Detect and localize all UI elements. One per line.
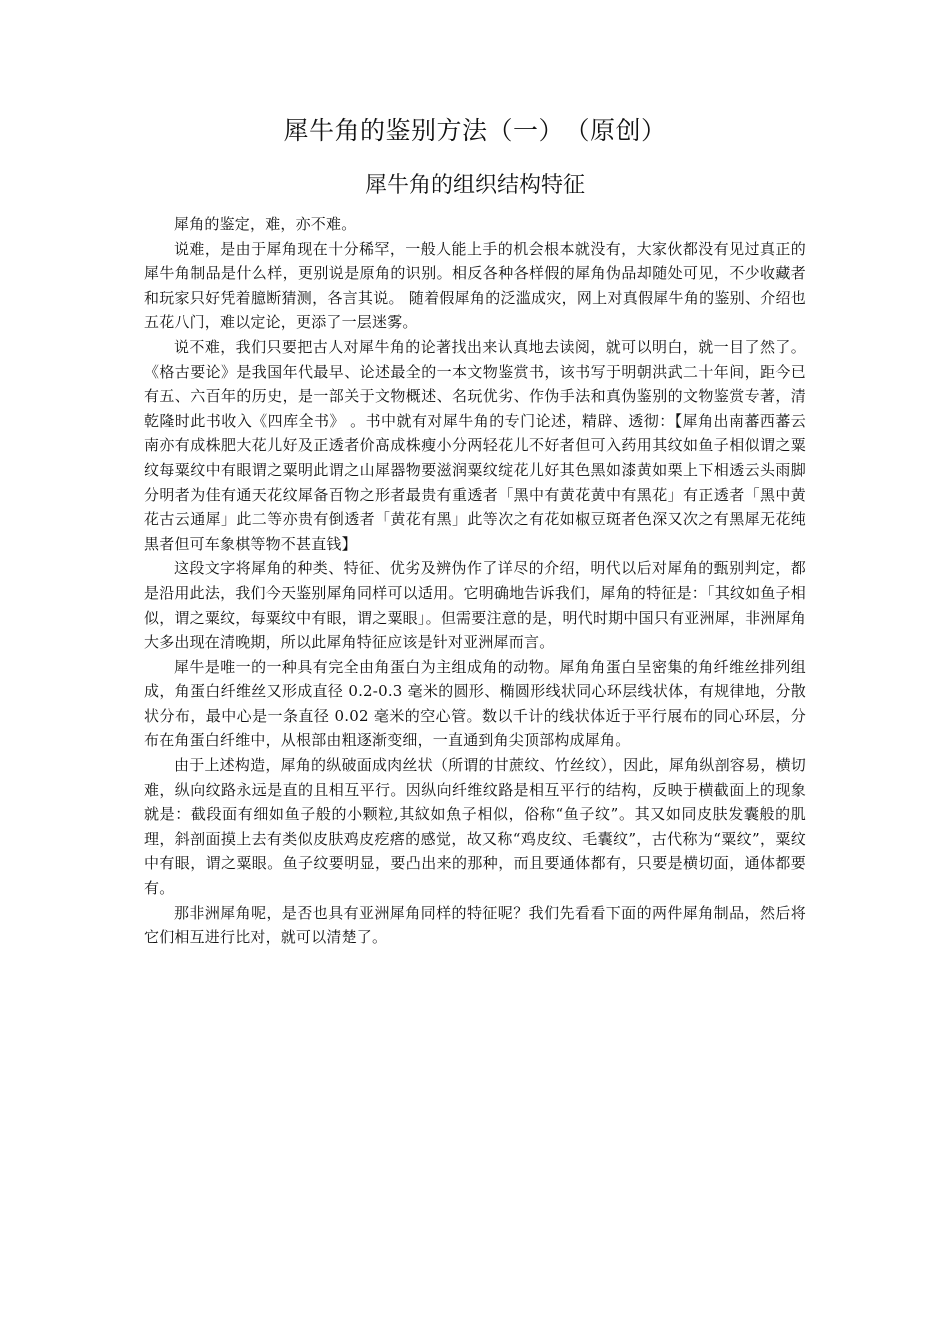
paragraph-structure: 犀牛是唯一的一种具有完全由角蛋白为主组成角的动物。犀角角蛋白呈密集的角纤维丝排列组成，角蛋白纤维丝又形成直径 0.2-0.3 毫米的圆形、椭圆形线状同心环层线状体，有规律地，分散状分布，最中心是一条直径 0.02 毫米的空心管。数以千计的线状体近于平行展布的同心环层，分布在角蛋白纤维中，从根部由粗逐渐变细，一直通到角尖顶部构成犀角。 [144,657,806,750]
page-title: 犀牛角的鉴别方法（一） （原创） [283,116,667,145]
paragraph-texture: 由于上述构造，犀角的纵破面成肉丝状（所谓的甘蔗纹、竹丝纹），因此，犀角纵剖容易，横切难，纵向纹路永远是直的且相互平行。因纵向纤维纹路是相互平行的结构，反映于横截面上的现象就是：截段面有细如鱼子般的小颗粒,其紋如魚子相似，俗称“鱼子纹”。其又如同皮肤发囊般的肌理，斜剖面摸上去有类似皮肤鸡皮疙瘩的感觉，故又称“鸡皮纹、毛囊纹”，古代称为“粟纹”，粟纹中有眼，谓之粟眼。鱼子纹要明显，要凸出来的那种，而且要通体都有，只要是横切面，通体都要有。 [144,756,806,898]
paragraph-why-not-difficult: 说不难，我们只要把古人对犀牛角的论著找出来认真地去读阅，就可以明白，就一目了然了。 《格古要论》是我国年代最早、论述最全的一本文物鉴赏书，该书写于明朝洪武二十年间，距今已有五、六百年的历史，是一部关于文物概述、名玩优劣、作伪手法和真伪鉴别的文物鉴赏专著，清乾隆时此书收入《四库全书》 。书中就有对犀牛角的专门论述，精辟、透彻：【犀角出南蕃西蕃云南亦有成株肥大花儿好及正透者价髙成株瘦小分两轻花儿不好者但可入药用其纹如鱼子相似谓之粟纹每粟纹中有眼谓之粟明此谓之山犀器物要滋润粟纹绽花儿好其色黑如漆黄如栗上下相透云头雨脚分明者为佳有通天花纹犀备百物之形者最贵有重透者「黑中有黄花黄中有黑花」有正透者「黑中黄花古云通犀」此二等亦贵有倒透者「黄花有黑」此等次之有花如椒豆斑者色深又次之有黑犀无花纯黒者但可车象棋等物不甚直钱】 [144,337,806,553]
paragraph-intro: 犀角的鉴定，难，亦不难。 [174,215,357,233]
section-subtitle: 犀牛角的组织结构特征 [364,173,585,198]
paragraph-why-difficult: 说难，是由于犀角现在十分稀罕，一般人能上手的机会根本就没有，大家伙都没有见过真正的犀牛角制品是什么样，更别说是原角的识别。相反各种各样假的犀角伪品却随处可见，不少收藏者和玩家只好凭着臆断猜测，各言其说。 随着假犀角的泛滥成灾，网上对真假犀牛角的鉴别、介绍也五花八门，难以定论，更添了一层迷雾。 [144,239,806,332]
paragraph-african-horn: 那非洲犀角呢，是否也具有亚洲犀角同样的特征呢？我们先看看下面的两件犀角制品，然后将它们相互进行比对，就可以清楚了。 [144,903,806,947]
article-body [144,212,806,950]
paragraph-features: 这段文字将犀角的种类、特征、优劣及辨伪作了详尽的介绍，明代以后对犀角的甄别判定，都是沿用此法，我们今天鉴别犀角同样可以适用。它明确地告诉我们，犀角的特征是：「其纹如鱼子相似，谓之粟纹，每粟纹中有眼，谓之粟眼」。但需要注意的是，明代时期中国只有亚洲犀，非洲犀角大多出现在清晚期，所以此犀角特征应该是针对亚洲犀而言。 [144,559,806,652]
